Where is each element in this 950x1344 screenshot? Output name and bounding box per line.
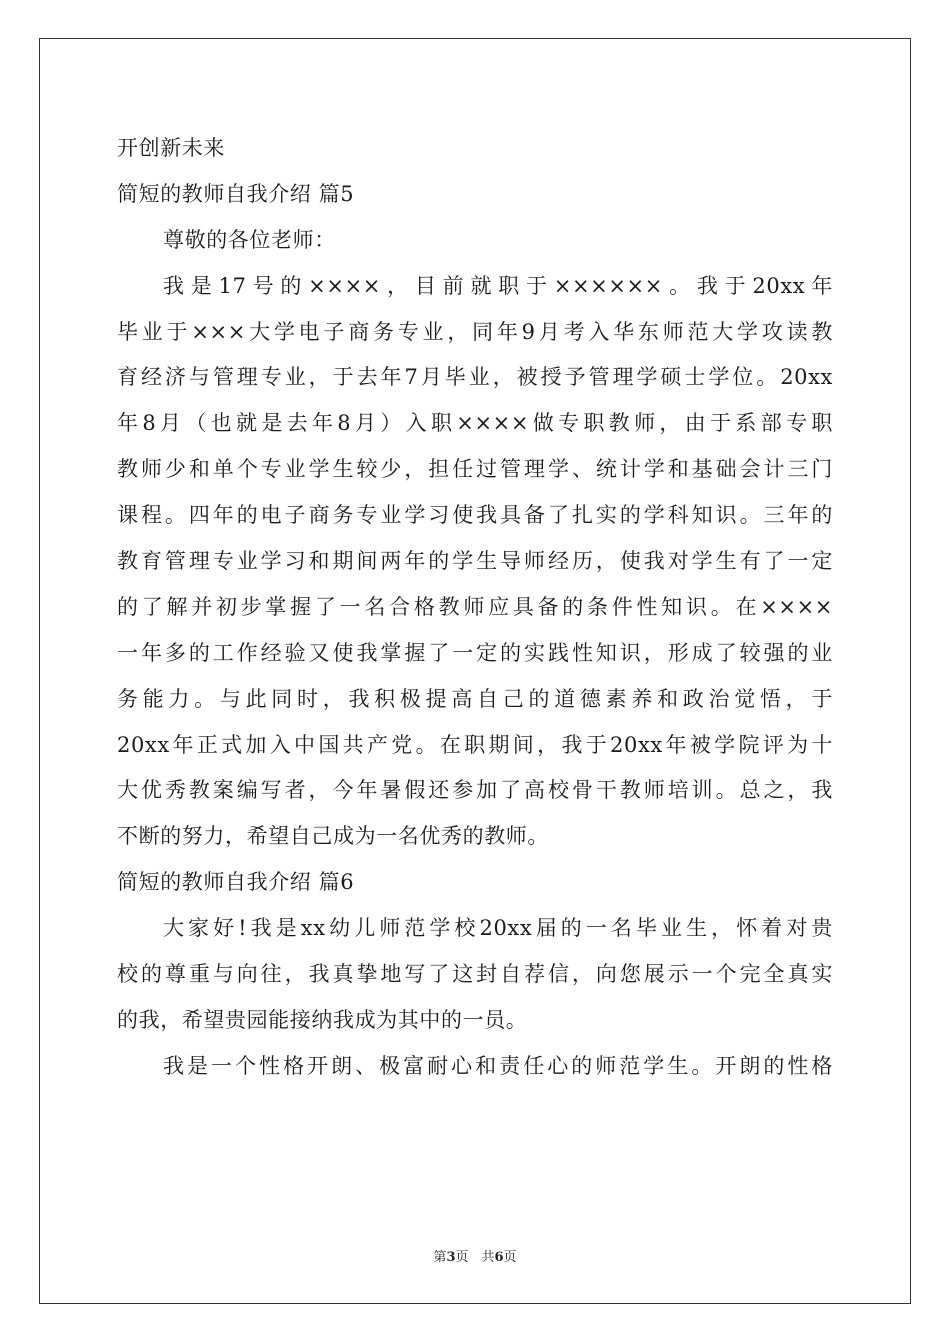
paragraph-line: 我是17号的××××，目前就职于××××××。我于20xx年 bbox=[163, 273, 833, 298]
paragraph-line: 的了解并初步掌握了一名合格教师应具备的条件性知识。在×××× bbox=[117, 594, 833, 619]
salutation: 尊敬的各位老师： bbox=[163, 227, 336, 252]
paragraph-line: 教育管理专业学习和期间两年的学生导师经历，使我对学生有了一定 bbox=[117, 549, 833, 574]
paragraph-line: 育经济与管理专业，于去年7月毕业，被授予管理学硕士学位。20xx bbox=[117, 365, 833, 390]
page-mid: 页 共 bbox=[455, 1250, 495, 1265]
paragraph-line: 年8月（也就是去年8月）入职××××做专职教师，由于系部专职 bbox=[117, 411, 833, 436]
document-body bbox=[117, 126, 833, 1090]
paragraph-line: 务能力。与此同时，我积极提高自己的道德素养和政治觉悟，于 bbox=[117, 686, 833, 711]
paragraph-line: 20xx年正式加入中国共产党。在职期间，我于20xx年被学院评为十 bbox=[117, 732, 833, 757]
page-total: 6 bbox=[494, 1250, 504, 1265]
section-heading: 简短的教师自我介绍 篇5 bbox=[117, 181, 355, 206]
paragraph-line: 的我，希望贵园能接纳我成为其中的一员。 bbox=[117, 1007, 528, 1032]
page-footer bbox=[0, 1246, 950, 1265]
paragraph-line: 教师少和单个专业学生较少，担任过管理学、统计学和基础会计三门 bbox=[117, 457, 833, 482]
paragraph-line: 课程。四年的电子商务专业学习使我具备了扎实的学科知识。三年的 bbox=[117, 503, 833, 528]
paragraph-line: 我是一个性格开朗、极富耐心和责任心的师范学生。开朗的性格 bbox=[163, 1053, 833, 1078]
paragraph-line: 一年多的工作经验又使我掌握了一定的实践性知识，形成了较强的业 bbox=[117, 640, 833, 665]
section-heading: 简短的教师自我介绍 篇6 bbox=[117, 870, 355, 895]
paragraph-line: 毕业于×××大学电子商务专业，同年9月考入华东师范大学攻读教 bbox=[117, 319, 833, 344]
page-prefix: 第 bbox=[433, 1250, 447, 1265]
page-number: 3 bbox=[446, 1250, 456, 1265]
paragraph-line: 大优秀教案编写者，今年暑假还参加了高校骨干教师培训。总之，我 bbox=[117, 778, 833, 803]
paragraph-line: 不断的努力，希望自己成为一名优秀的教师。 bbox=[117, 824, 549, 849]
paragraph-line: 校的尊重与向往，我真挚地写了这封自荐信，向您展示一个完全真实 bbox=[117, 962, 833, 987]
paragraph-line: 大家好!我是xx幼儿师范学校20xx届的一名毕业生，怀着对贵 bbox=[163, 916, 833, 941]
page-suffix: 页 bbox=[503, 1250, 517, 1265]
text-line: 开创新未来 bbox=[117, 136, 225, 160]
